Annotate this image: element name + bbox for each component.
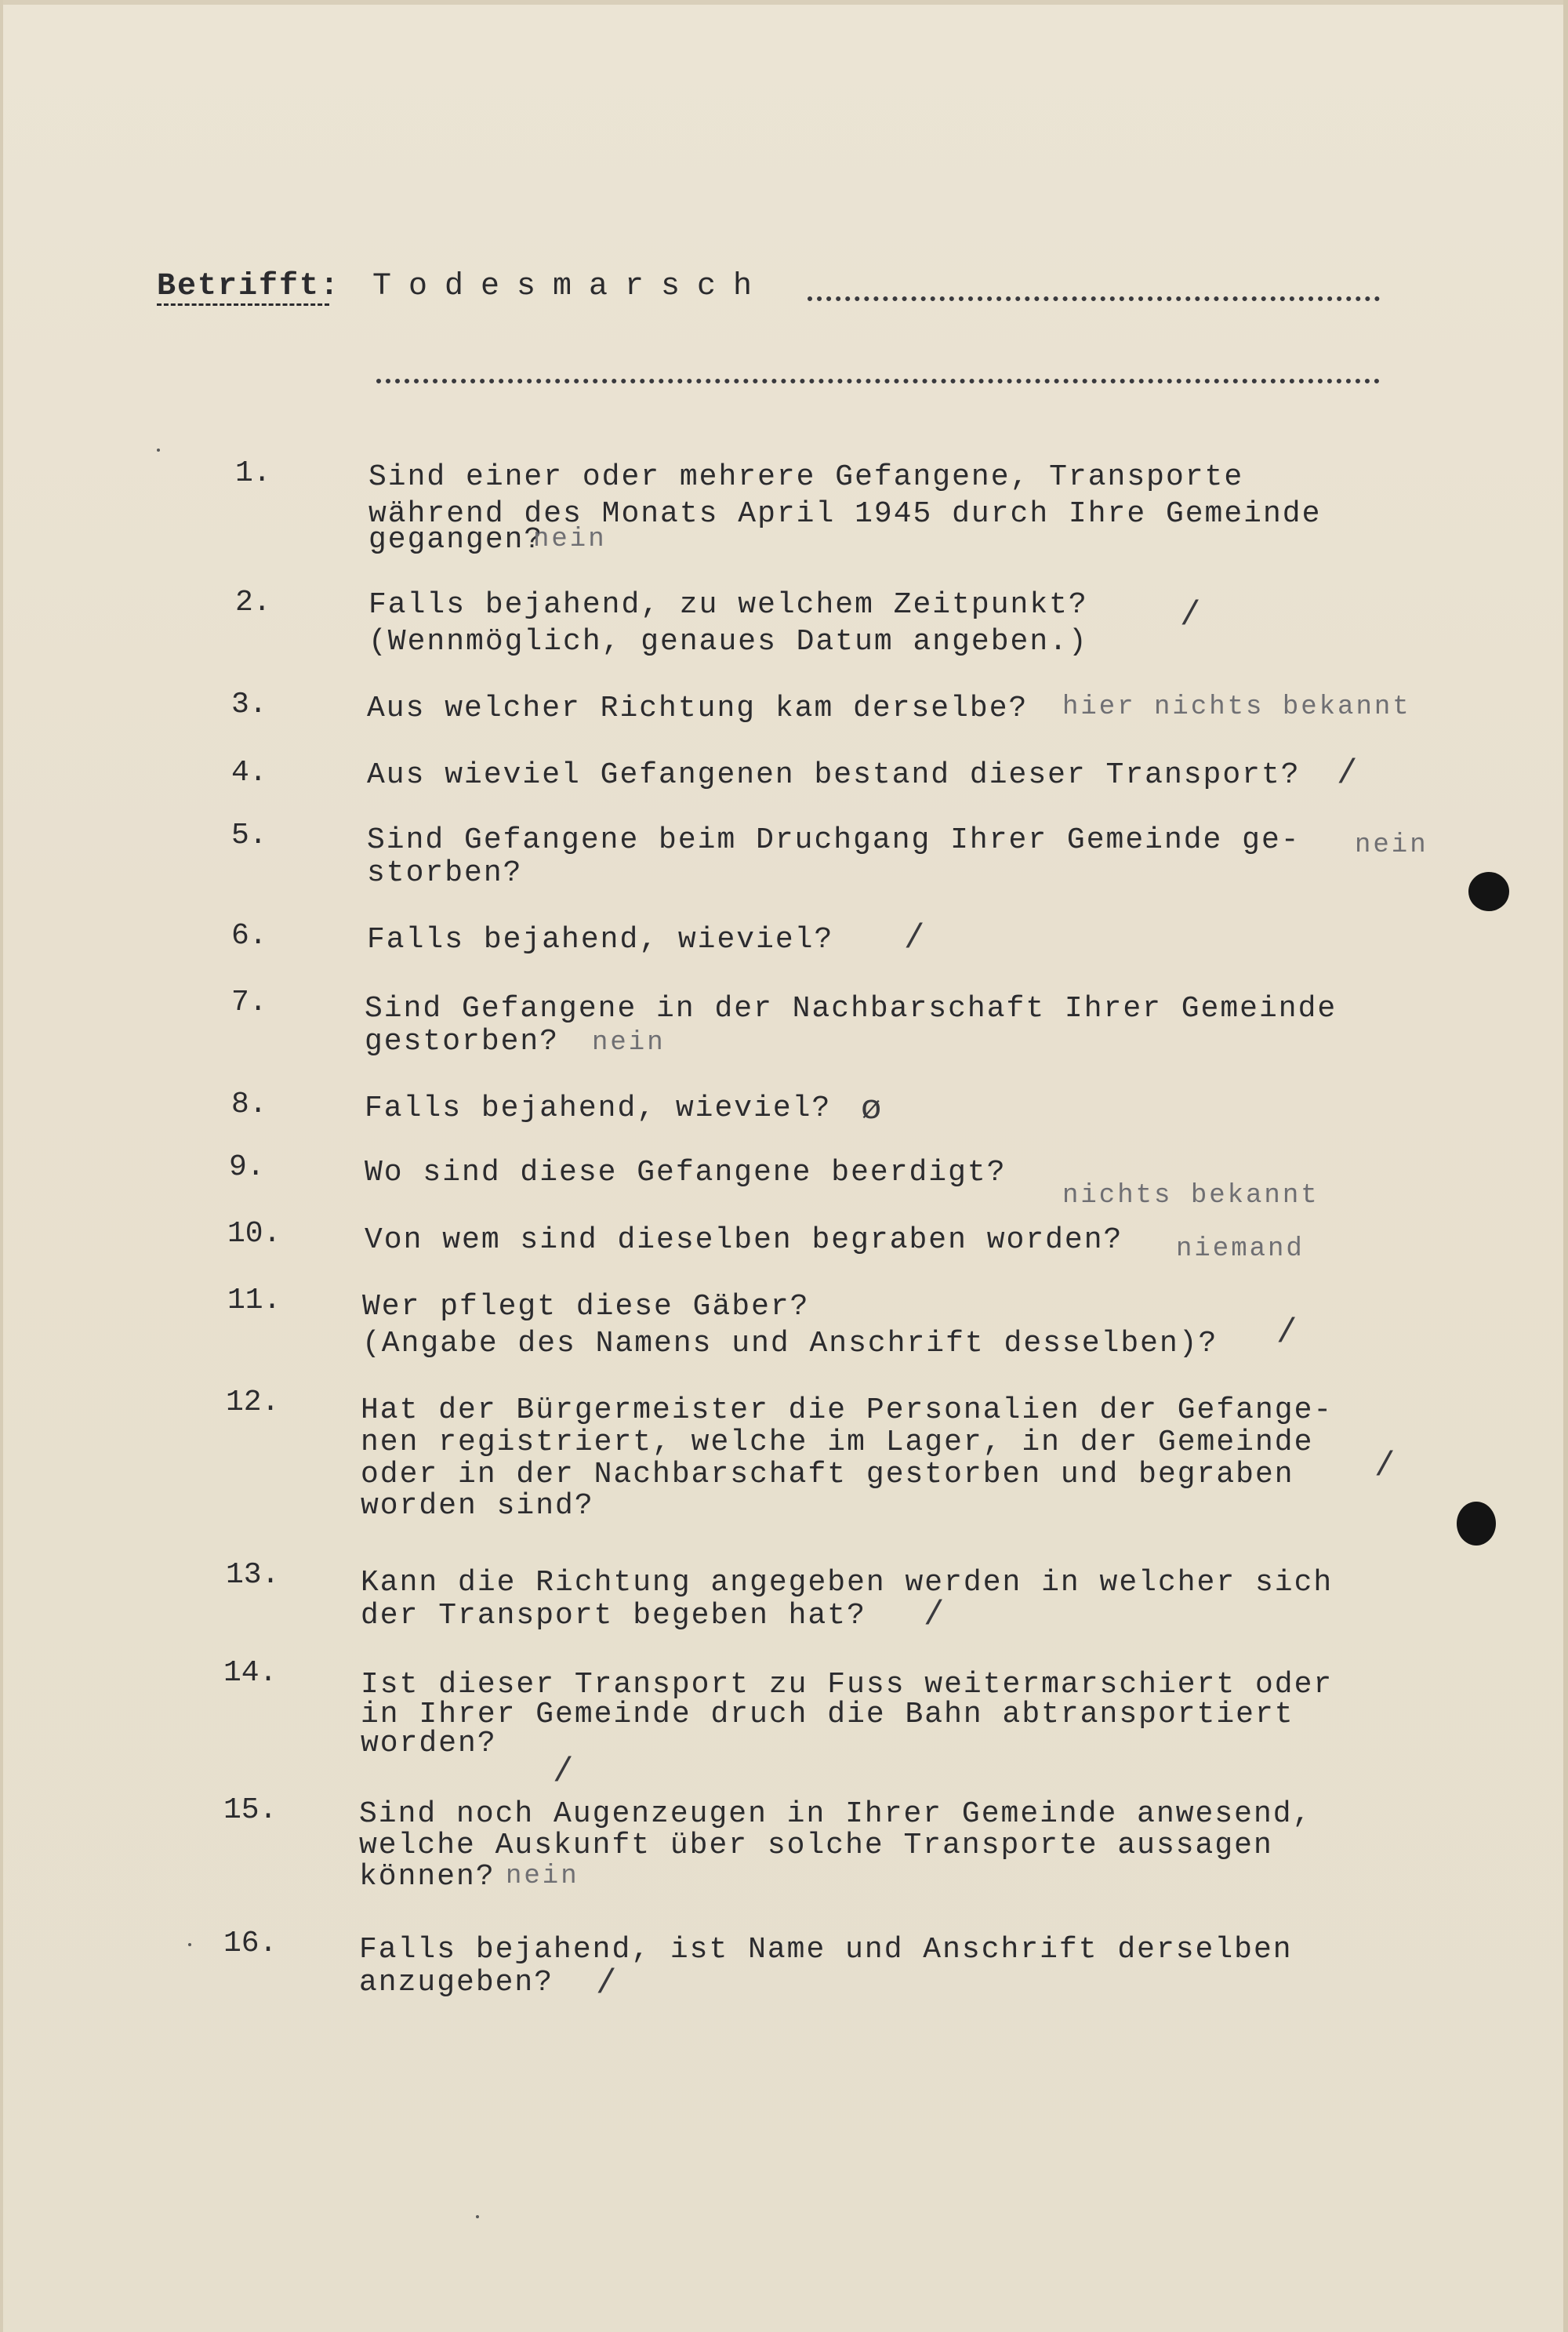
question-line: worden?: [361, 1727, 497, 1760]
question-line: Aus welcher Richtung kam derselbe?: [367, 692, 1029, 725]
answer-text: nein: [1355, 830, 1428, 860]
paper-speck: [476, 2215, 479, 2218]
answer-slash: /: [1276, 1313, 1298, 1353]
question-line: anzugeben?: [359, 1966, 554, 2000]
subject-dotted-line-second: [376, 379, 1380, 383]
answer-zero-mark: ø: [861, 1090, 882, 1129]
question-line: Von wem sind dieselben begraben worden?: [365, 1223, 1123, 1257]
question-number: 4.: [231, 756, 267, 790]
question-number: 13.: [226, 1558, 280, 1592]
question-line: Kann die Richtung angegeben werden in welcher sich: [361, 1566, 1334, 1600]
question-number: 11.: [227, 1284, 281, 1317]
question-line: Falls bejahend, wieviel?: [367, 923, 834, 957]
answer-slash: /: [1374, 1447, 1396, 1486]
question-number: 7.: [231, 986, 267, 1019]
answer-slash: /: [1337, 754, 1358, 794]
question-line: in Ihrer Gemeinde druch die Bahn abtransportiert: [361, 1698, 1294, 1731]
answer-slash: /: [596, 1964, 617, 2003]
question-line: nen registriert, welche im Lager, in der Gemeinde: [361, 1426, 1314, 1459]
question-line: Ist dieser Transport zu Fuss weitermarschiert oder: [361, 1668, 1334, 1702]
question-line: Hat der Bürgermeister die Personalien der Gefange-: [361, 1393, 1334, 1427]
question-line: gestorben?: [365, 1025, 560, 1059]
question-line: worden sind?: [361, 1489, 594, 1523]
question-line: gegangen?: [368, 523, 544, 557]
paper-speck: [157, 449, 160, 452]
question-line: (Angabe des Namens und Anschrift desselben)?: [362, 1327, 1218, 1360]
answer-slash: /: [553, 1753, 574, 1792]
answer-slash: /: [904, 919, 925, 958]
question-line: der Transport begeben hat?: [361, 1599, 866, 1633]
question-number: 10.: [227, 1217, 281, 1251]
answer-slash: /: [1180, 596, 1201, 635]
question-line: können?: [359, 1860, 495, 1894]
question-number: 9.: [229, 1150, 265, 1184]
paper-edge-left: [0, 0, 3, 2332]
subject-dotted-line: [808, 296, 1380, 301]
question-number: 15.: [223, 1793, 278, 1827]
paper-speck: [188, 1943, 191, 1946]
punch-hole: [1457, 1502, 1496, 1546]
question-line: Sind Gefangene beim Druchgang Ihrer Gemeinde ge-: [367, 823, 1301, 857]
answer-text: hier nichts bekannt: [1062, 692, 1411, 722]
subject-label: Betrifft:: [157, 269, 341, 304]
answer-text: niemand: [1176, 1234, 1305, 1264]
question-line: Sind Gefangene in der Nachbarschaft Ihrer Gemeinde: [365, 992, 1338, 1026]
question-line: storben?: [367, 856, 523, 890]
question-line: Aus wieviel Gefangenen bestand dieser Transport?: [367, 758, 1301, 792]
punch-hole: [1468, 872, 1509, 911]
question-number: 6.: [231, 919, 267, 953]
answer-slash: /: [924, 1596, 945, 1635]
question-line: Sind noch Augenzeugen in Ihrer Gemeinde anwesend,: [359, 1797, 1312, 1831]
question-number: 5.: [231, 819, 267, 852]
question-number: 8.: [231, 1088, 267, 1121]
question-line: welche Auskunft über solche Transporte aussagen: [359, 1829, 1273, 1862]
question-line: (Wennmöglich, genaues Datum angeben.): [368, 625, 1088, 659]
question-number: 2.: [235, 586, 271, 619]
question-line: Falls bejahend, wieviel?: [365, 1092, 832, 1125]
subject-title: Todesmarsch: [372, 269, 770, 304]
question-line: Wer pflegt diese Gäber?: [362, 1290, 810, 1324]
question-number: 14.: [223, 1656, 278, 1690]
question-line: Falls bejahend, ist Name und Anschrift derselben: [359, 1933, 1293, 1967]
paper-edge-top: [0, 0, 1568, 5]
answer-text: nein: [506, 1862, 579, 1891]
answer-text: nein: [592, 1028, 666, 1058]
question-line: während des Monats April 1945 durch Ihre Gemeinde: [368, 497, 1322, 531]
question-number: 12.: [226, 1386, 280, 1419]
question-number: 16.: [223, 1927, 278, 1960]
question-line: Falls bejahend, zu welchem Zeitpunkt?: [368, 588, 1088, 622]
answer-text: nein: [533, 525, 607, 554]
question-number: 3.: [231, 688, 267, 721]
question-number: 1.: [235, 456, 271, 490]
answer-text: nichts bekannt: [1062, 1181, 1319, 1211]
question-line: oder in der Nachbarschaft gestorben und begraben: [361, 1458, 1294, 1491]
question-line: Sind einer oder mehrere Gefangene, Transporte: [368, 460, 1244, 494]
subject-label-underline: [157, 303, 329, 306]
question-line: Wo sind diese Gefangene beerdigt?: [365, 1156, 1007, 1190]
paper-edge-right: [1563, 0, 1568, 2332]
